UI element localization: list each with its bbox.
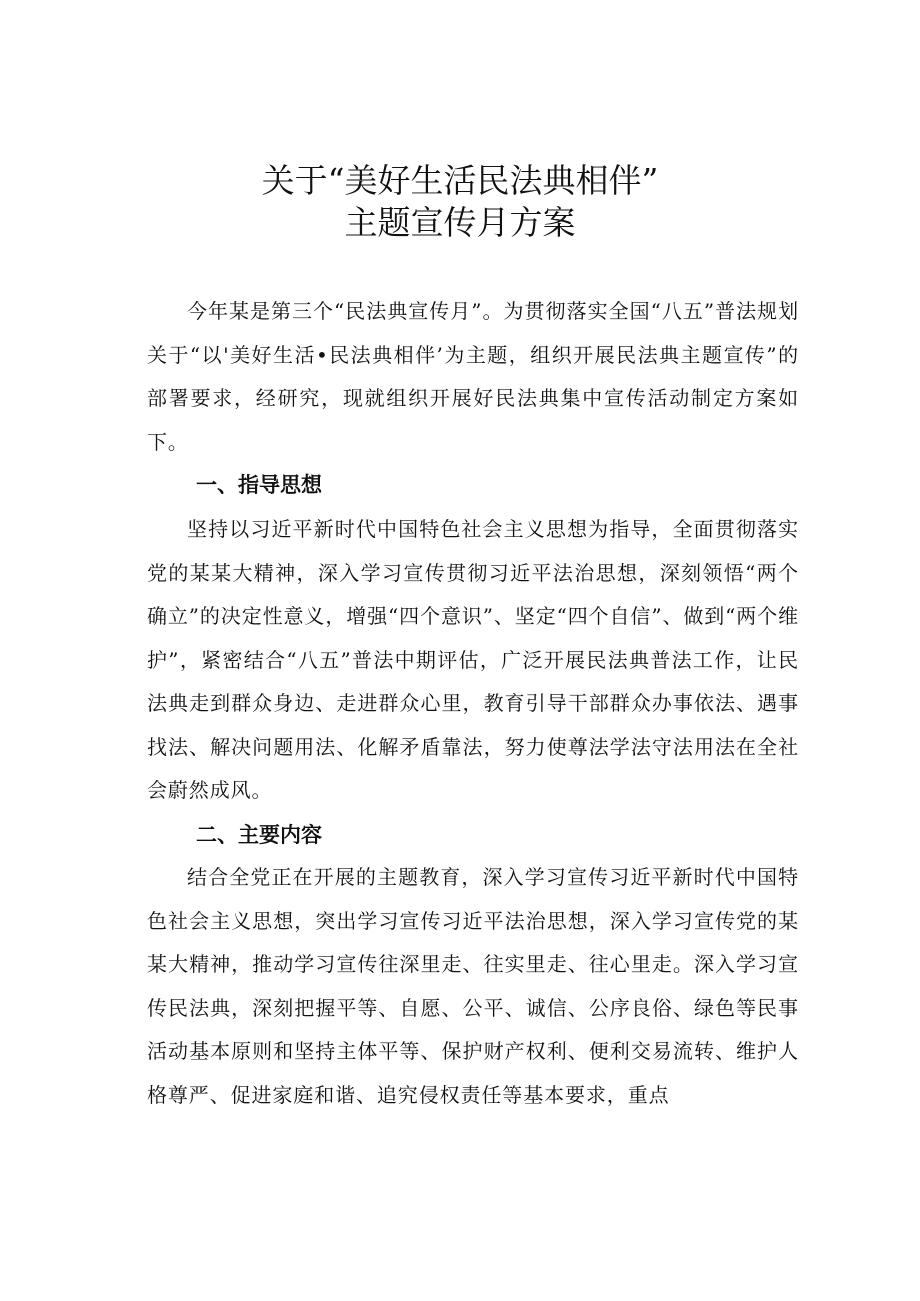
section-heading-guiding-thought: 一、指导思想 bbox=[196, 473, 322, 497]
intro-paragraph: 今年某是第三个“民法典宣传月”。为贯彻落实全国“八五”普法规划关于“以'美好生活•民法典相伴’为主题，组织开展民法典主题宣传”的部署要求，经研究，现就组织开展好民法典集中宣传活动制定方案如下。 bbox=[147, 299, 799, 454]
document-title-line-1: 关于“美好生活民法典相伴” bbox=[261, 161, 659, 200]
main-content-paragraph: 结合全党正在开展的主题教育，深入学习宣传习近平新时代中国特色社会主义思想，突出学习宣传习近平法治思想，深入学习宣传党的某某大精神，推动学习宣传往深里走、往实里走、往心里走。深入学习宣传民法典，深刻把握平等、自愿、公平、诚信、公序良俗、绿色等民事活动基本原则和坚持主体平等、保护财产权利、便利交易流转、维护人格尊严、促进家庭和谐、追究侵权责任等基本要求，重点 bbox=[147, 865, 799, 1107]
document-title-line-2: 主题宣传月方案 bbox=[344, 203, 576, 242]
section-heading-main-content: 二、主要内容 bbox=[196, 823, 322, 847]
guiding-thought-paragraph: 坚持以习近平新时代中国特色社会主义思想为指导，全面贯彻落实党的某某大精神，深入学习宣传贯彻习近平法治思想，深刻领悟“两个确立”的决定性意义，增强“四个意识”、坚定“四个自信”、做到“两个维护”，紧密结合“八五”普法中期评估，广泛开展民法典普法工作，让民法典走到群众身边、走进群众心里，教育引导干部群众办事依法、遇事找法、解决问题用法、化解矛盾靠法，努力使尊法学法守法用法在全社会蔚然成风。 bbox=[147, 517, 799, 802]
